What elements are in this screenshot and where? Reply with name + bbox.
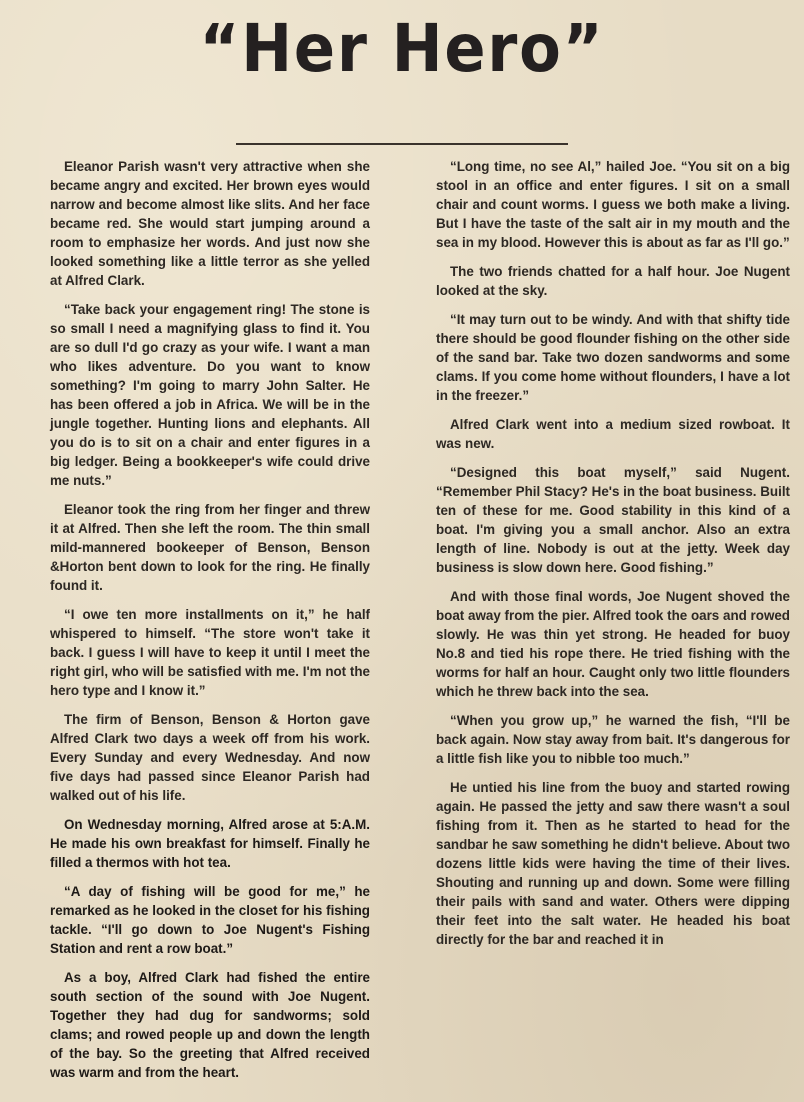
paragraph: “A day of fishing will be good for me,” he remarked as he looked in the closet for his fishing tackle. “I'll go down to Joe Nugent's Fishing Station and rent a row boat.” [50, 884, 370, 956]
paragraph: “When you grow up,” he warned the fish, “I'll be back again. Now stay away from bait. It's dangerous for a little fish like you to nibble too much.” [436, 713, 790, 766]
paragraph: “I owe ten more installments on it,” he half whispered to himself. “The store won't take it back. I guess I will have to keep it until I meet the right girl, who will be satisfied with me. I'm not the hero type and I know it.” [50, 607, 370, 698]
paragraph: And with those final words, Joe Nugent shoved the boat away from the pier. Alfred took the oars and rowed slowly. He was thin yet strong. He headed for buoy No.8 and tied his rope there. He tried fishing with the worms for half an hour. Caught only two little flounders which he threw back into the sea. [436, 589, 790, 699]
paragraph: He untied his line from the buoy and started rowing again. He passed the jetty and saw there wasn't a soul fishing from it. Then as he started to head for the sandbar he saw something he didn't believe. About two dozens little kids were having the time of their lives. Shouting and running up and down. Some were filling their pails with sand and water. Others were dipping their feet into the salt water. He headed his boat directly for the bar and reached it in [436, 780, 790, 947]
left-column [50, 157, 370, 1092]
paragraph: The two friends chatted for a half hour. Joe Nugent looked at the sky. [436, 264, 790, 298]
paragraph: Alfred Clark went into a medium sized rowboat. It was new. [436, 417, 790, 451]
paragraph: Eleanor Parish wasn't very attractive when she became angry and excited. Her brown eyes would narrow and become almost like slits. And her face became red. She would start jumping around a room to emphasize her words. And just now she looked something like a little terror as she yelled at Alfred Clark. [50, 159, 370, 288]
paragraph: “Long time, no see Al,” hailed Joe. “You sit on a big stool in an office and enter figures. I sit on a small chair and count worms. I guess we both make a living. But I have the taste of the salt air in my mouth and the sea in my blood. However this is about as far as I'll go.” [436, 159, 790, 250]
paragraph: Eleanor took the ring from her finger and threw it at Alfred. Then she left the room. The thin small mild-mannered bookeeper of Benson, Benson &Horton bent down to look for the ring. He finally found it. [50, 502, 370, 593]
paragraph: The firm of Benson, Benson & Horton gave Alfred Clark two days a week off from his work. Every Sunday and every Wednesday. And now five days had passed since Eleanor Parish had walked out of his life. [50, 712, 370, 803]
paragraph: “It may turn out to be windy. And with that shifty tide there should be good flounder fishing on the other side of the sand bar. Take two dozen sandworms and some clams. If you come home without flounders, I have a lot in the freezer.” [436, 312, 790, 403]
title-divider [236, 143, 568, 145]
paragraph: “Designed this boat myself,” said Nugent. “Remember Phil Stacy? He's in the boat business. Built ten of these for me. Good stability in this kind of a boat. I'm giving you a small anchor. Also an extra length of line. Nobody is out at the jetty. Week day business is slow down here. Good fishing.” [436, 465, 790, 575]
right-column [436, 157, 790, 959]
paragraph: On Wednesday morning, Alfred arose at 5:A.M. He made his own breakfast for himself. Finally he filled a thermos with hot tea. [50, 817, 370, 870]
paragraph: As a boy, Alfred Clark had fished the entire south section of the sound with Joe Nugent. Together they had dug for sandworms; sold clams; and rowed people up and down the length of the bay. So the greeting that Alfred received was warm and from the heart. [50, 970, 370, 1080]
story-title: “Her Hero” [199, 10, 605, 87]
paragraph: “Take back your engagement ring! The stone is so small I need a magnifying glass to find it. You are so dull I'd go crazy as your wife. I want a man who likes adventure. Do you want to know something? I'm going to marry John Salter. He has been offered a job in Africa. We will be in the jungle together. Hunting lions and elephants. All you do is to sit on a chair and enter figures in a big ledger. Being a bookkeeper's wife could drive me nuts.” [50, 302, 370, 488]
